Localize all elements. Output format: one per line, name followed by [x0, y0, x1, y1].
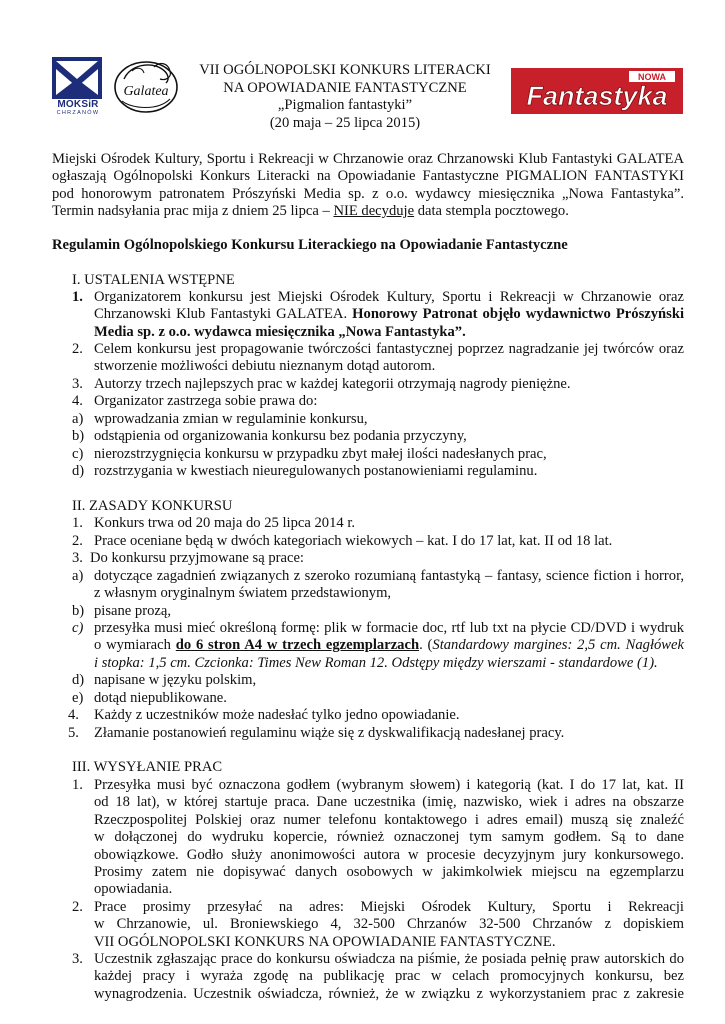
section-2-title: II. ZASADY KONKURSU	[72, 498, 233, 514]
s1-item-3	[72, 376, 571, 393]
s2-item-d-letter: d)	[72, 672, 85, 688]
s1-item-b-text: odstąpienia od organizowania konkursu bez podania przyczyny,	[94, 428, 467, 444]
s3-item-1-line-1: Przesyłka musi być oznaczona godłem (wybranym słowem) i kategorią (kat. I do 17 lat, kat. II	[94, 777, 684, 793]
s3-item-2	[72, 899, 684, 951]
s1-item-1-line-2	[94, 306, 684, 323]
s2-item-c	[72, 620, 684, 672]
s1-item-a	[72, 411, 368, 428]
s2-item-1-text: Konkurs trwa od 20 maja do 25 lipca 2014 r.	[94, 515, 356, 531]
s1-item-4	[72, 393, 318, 410]
s3-item-1-line-6: Prosimy zatem nie dopisywać danych osobowych w jakimkolwiek miejscu na egzemplarzu	[94, 864, 684, 881]
intro-deadline-text: Termin nadsyłania prac mija z dniem 25 lipca –	[52, 203, 334, 220]
s1-item-b	[72, 428, 467, 445]
s2-item-b-letter: b)	[72, 603, 85, 619]
s3-item-1	[72, 777, 684, 899]
s2-item-5-text: Złamanie postanowień regulaminu wiąże się z dyskwalifikacją nadesłanej pracy.	[94, 725, 565, 741]
s1-item-d-letter: d)	[72, 463, 85, 479]
contest-header	[190, 62, 500, 132]
header-line-2: NA OPOWIADANIE FANTASTYCZNE	[223, 79, 467, 96]
s1-item-2	[72, 341, 684, 376]
s2-item-1-number: 1.	[72, 515, 83, 531]
s2-item-c-line-2	[94, 637, 684, 654]
s2-item-2	[72, 533, 613, 550]
s2-item-e	[72, 690, 227, 707]
s3-item-3-line-3: wynagrodzenia. Uczestnik oświadcza, również, że w związku z wykorzystaniem prac z zakresie	[94, 985, 684, 1002]
s2-item-c-line-3: i stopka: 1,5 cm. Czcionka: Times New Roman 12. Odstępy między wierszami - standardowe (1).	[94, 654, 658, 671]
s1-item-2-number: 2.	[72, 341, 83, 357]
s2-item-5-number: 5.	[68, 725, 79, 741]
intro-not-decides: NIE decyduje	[333, 203, 415, 220]
s3-item-2-number: 2.	[72, 899, 83, 915]
s2-item-3-number: 3.	[72, 550, 83, 566]
nowa-text: NOWA	[638, 72, 666, 82]
s3-item-3-number: 3.	[72, 951, 83, 967]
s1-item-1-line-3: Media sp. z o.o. wydawca miesięcznika „Nowa Fantastyka”.	[94, 323, 466, 340]
section-3-title: III. WYSYŁANIE PRAC	[72, 759, 223, 775]
moksir-subtitle: CHRZANÓW	[56, 110, 100, 116]
header-line-1: VII OGÓLNOPOLSKI KONKURS LITERACKI	[199, 62, 491, 78]
s2-item-e-letter: e)	[72, 690, 84, 706]
s1-item-3-number: 3.	[72, 376, 83, 392]
intro-line-3: pod honorowym patronatem Prószyński Media sp. z o.o. wydawcy miesięcznika „Nowa Fantastyka”.	[52, 185, 684, 202]
s2-item-4	[68, 707, 460, 724]
s1-item-1	[72, 289, 684, 341]
s1-item-c	[72, 446, 547, 463]
s2-item-a	[72, 568, 684, 603]
header-line-3: „Pigmalion fantastyki”	[277, 97, 413, 114]
s3-item-2-line-3: VII OGÓLNOPOLSKI KONKURS NA OPOWIADANIE FANTASTYCZNE.	[94, 933, 556, 950]
s1-item-4-text: Organizator zastrzega sobie prawa do:	[94, 393, 318, 409]
s2-item-b-text: pisane prozą,	[94, 603, 171, 619]
s1-item-4-number: 4.	[72, 393, 83, 409]
s2-item-3-text: Do konkursu przyjmowane są prace:	[90, 550, 304, 566]
intro-line-2: ogłaszają Ogólnopolski Konkurs Literacki na Opowiadanie Fantastyczne PIGMALION FANTASTYKI	[52, 168, 684, 185]
s1-item-a-letter: a)	[72, 411, 84, 427]
header-line-4: (20 maja – 25 lipca 2015)	[269, 114, 421, 131]
s2-item-c-line-1: przesyłka musi mieć określoną formę: plik w formacie doc, rtf lub txt na płycie CD/DVD i wydruk	[94, 620, 684, 636]
s2-item-d-text: napisane w języku polskim,	[94, 672, 257, 688]
intro-paragraph	[52, 151, 684, 221]
s3-item-2-line-1: Prace prosimy przesyłać na adres: Miejski Ośrodek Kultury, Sportu i Rekreacji	[94, 899, 684, 915]
s1-item-2-line-1: Celem konkursu jest propagowanie twórczości fantastycznej poprzez nagradzanie jej twórców oraz	[94, 341, 684, 357]
s1-item-c-letter: c)	[72, 446, 84, 462]
s1-item-1-organizer: Chrzanowski Klub Fantastyki GALATEA.	[94, 306, 353, 323]
s2-item-4-text: Każdy z uczestników może nadesłać tylko jedno opowiadanie.	[94, 707, 460, 723]
nowa-fantastyka-logo	[511, 68, 683, 114]
s3-item-1-line-7: opowiadania.	[94, 881, 173, 898]
s2-item-c-letter: c)	[72, 620, 84, 636]
moksir-name: MOKSiR	[57, 99, 99, 110]
fantastyka-text: Fantastyka	[526, 81, 668, 111]
s2-item-2-text: Prace oceniane będą w dwóch kategoriach wiekowych – kat. I do 17 lat, kat. II od 18 lat.	[94, 533, 613, 549]
s2-item-2-number: 2.	[72, 533, 83, 549]
s1-item-d-text: rozstrzygania w kwestiach nieuregulowanych postanowieniami regulaminu.	[94, 463, 538, 479]
s2-item-c-paren: . (	[419, 637, 433, 654]
s1-item-2-line-2: stworzenie możliwości debiutu nieznanym dotąd autorom.	[94, 358, 436, 375]
s3-item-1-line-3: Rzeczpospolitej Polskiej oraz numer telefonu kontaktowego i adres email) muszą się znaleźć	[94, 811, 684, 828]
s2-item-a-line-1: dotyczące zagadnień związanych z szeroko rozumianą fantastyką – fantasy, science fiction i horror,	[94, 568, 684, 584]
s2-item-c-dimensions: o wymiarach	[94, 637, 176, 654]
moksir-mark-icon	[52, 57, 102, 99]
s2-item-c-margin: Standardowy margines: 2,5 cm. Nagłówek	[432, 637, 684, 654]
intro-deadline-end: data stempla pocztowego.	[414, 203, 569, 220]
galatea-logo-text: Galatea	[123, 84, 169, 99]
s2-item-e-text: dotąd niepublikowane.	[94, 690, 227, 706]
s2-item-d	[72, 672, 257, 689]
s3-item-1-number: 1.	[72, 777, 83, 793]
s2-item-5	[68, 725, 565, 742]
s3-item-1-line-4: w dołączonej do wydruku kopercie, również oznaczonej tym samym godłem. Są to dane	[94, 829, 684, 846]
s1-item-1-number: 1.	[72, 289, 83, 305]
s2-item-3	[72, 550, 304, 567]
moksir-logo	[52, 57, 104, 119]
galatea-emblem-icon	[110, 57, 182, 117]
s3-item-1-line-5: obowiązkowe. Godło służy anonimowości autora w procesie decyzyjnym jury konkursowego.	[94, 846, 684, 863]
s1-item-3-text: Autorzy trzech najlepszych prac w każdej kategorii otrzymają nagrody pieniężne.	[94, 376, 571, 392]
s1-item-b-letter: b)	[72, 428, 85, 444]
s1-item-c-text: nierozstrzygnięcia konkursu w przypadku zbyt małej ilości nadesłanych prac,	[94, 446, 547, 462]
regulamin-title: Regulamin Ogólnopolskiego Konkursu Literackiego na Opowiadanie Fantastyczne	[52, 237, 568, 253]
s3-item-2-line-2: w Chrzanowie, ul. Broniewskiego 4, 32-500 Chrzanów 32-500 Chrzanów z dopiskiem	[94, 916, 684, 933]
s3-item-3-line-1: Uczestnik zgłaszając prace do konkursu oświadcza na piśmie, że posiada pełnię praw autorskich do	[94, 951, 684, 967]
s2-item-a-letter: a)	[72, 568, 84, 584]
s1-item-1-line-1: Organizatorem konkursu jest Miejski Ośrodek Kultury, Sportu i Rekreacji w Chrzanowie oraz	[94, 289, 684, 305]
s2-item-a-line-2: z własnym oryginalnym światem przedstawionym,	[94, 585, 392, 602]
s1-item-d	[72, 463, 538, 480]
galatea-logo	[110, 57, 182, 117]
s2-item-b	[72, 603, 171, 620]
s3-item-1-line-2: od 18 lat), w której startuje praca. Dane uczestnika (imię, nazwisko, wiek i adres na obszarze	[94, 794, 684, 811]
s2-item-4-number: 4.	[68, 707, 79, 723]
section-1-title: I. USTALENIA WSTĘPNE	[72, 272, 235, 288]
s2-item-c-pages: do 6 stron A4 w trzech egzemplarzach	[175, 637, 420, 654]
intro-line-1: Miejski Ośrodek Kultury, Sportu i Rekreacji w Chrzanowie oraz Chrzanowski Klub Fantastyki GALATEA	[52, 151, 684, 167]
s3-item-3	[72, 951, 684, 1003]
nowa-fantastyka-emblem-icon	[511, 68, 683, 114]
s2-item-1	[72, 515, 356, 532]
intro-line-4	[52, 203, 684, 220]
s1-item-a-text: wprowadzania zmian w regulaminie konkursu,	[94, 411, 368, 427]
s3-item-3-line-2: każdej pracy i wyraża zgodę na publikację prac w celach promocyjnych konkursu, bez	[94, 968, 684, 985]
s1-item-1-patron: Honorowy Patronat objęło wydawnictwo Prószyński	[352, 306, 685, 323]
